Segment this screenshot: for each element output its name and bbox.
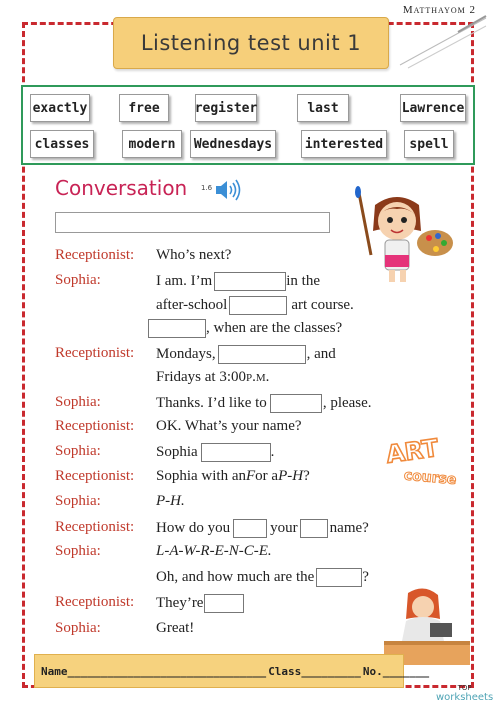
speaker-label: Sophia:	[55, 620, 101, 636]
answer-blank[interactable]	[316, 568, 362, 587]
speaker-label: Receptionist:	[55, 418, 135, 434]
name-field[interactable]: ______________________________	[67, 664, 267, 678]
dialogue-line: Thanks. I’d like to , please.	[156, 395, 372, 411]
word-card[interactable]: last	[297, 94, 349, 122]
speaker-label: Receptionist:	[55, 247, 135, 263]
word-card[interactable]: exactly	[30, 94, 90, 122]
conversation-heading: Conversation	[55, 176, 188, 200]
dialogue-line: I am. I’m in the	[156, 273, 320, 289]
dialogue-line: Great!	[156, 620, 195, 636]
answer-blank[interactable]	[270, 394, 322, 413]
grade-label: Matthayom 2	[402, 4, 476, 16]
answer-blank[interactable]	[214, 272, 286, 291]
dialogue-line: Sophia .	[156, 444, 275, 460]
answer-blank[interactable]	[229, 296, 287, 315]
speaker-label: Receptionist:	[55, 594, 135, 610]
word-card[interactable]: interested	[301, 130, 387, 158]
track-number: 1.6	[201, 184, 213, 192]
audio-icon[interactable]	[215, 179, 241, 201]
receptionist-illustration	[378, 585, 470, 665]
watermark: TOP worksheets	[436, 684, 494, 703]
dialogue-line: Mondays, , and	[156, 346, 336, 362]
dialogue-line: Who’s next?	[156, 247, 232, 263]
word-card[interactable]: spell	[404, 130, 454, 158]
answer-blank[interactable]	[204, 594, 244, 613]
dialogue-line: Fridays at 3:00 p.m.	[156, 369, 270, 385]
word-card[interactable]: Wednesdays	[190, 130, 276, 158]
dialogue-line: OK. What’s your name?	[156, 418, 302, 434]
dialogue-line: How do you your name?	[156, 520, 369, 536]
answer-blank[interactable]	[218, 345, 306, 364]
dialogue-line: Oh, and how much are the ?	[156, 569, 369, 585]
dialogue-line: They’re	[156, 594, 244, 613]
speaker-label: Receptionist:	[55, 519, 135, 535]
dialogue-line: , when are the classes?	[148, 319, 342, 338]
speaker-label: Sophia:	[55, 272, 101, 288]
course-word: course	[403, 467, 458, 489]
dialogue-line: after-school art course.	[156, 297, 354, 313]
word-card[interactable]: classes	[30, 130, 94, 158]
name-label: Name	[41, 664, 68, 678]
word-card[interactable]: register	[195, 94, 257, 122]
page-title: Listening test unit 1	[113, 17, 389, 69]
word-card[interactable]: Lawrence	[400, 94, 466, 122]
student-info-bar	[34, 654, 430, 688]
class-label: Class	[268, 664, 302, 678]
dialogue-line: Sophia with an F or a P-H ?	[156, 468, 310, 484]
word-card[interactable]: modern	[122, 130, 182, 158]
art-course-decoration	[382, 430, 472, 490]
class-field[interactable]: _________	[301, 664, 361, 678]
speaker-label: Receptionist:	[55, 468, 135, 484]
word-bank	[21, 85, 475, 165]
number-label: No.	[362, 664, 383, 678]
answer-blank[interactable]	[148, 319, 206, 338]
pencil-lines-decoration	[398, 10, 488, 70]
painter-girl-illustration	[345, 185, 455, 285]
speaker-label: Sophia:	[55, 443, 101, 459]
art-word: ART	[384, 433, 441, 469]
conversation-title-input[interactable]	[55, 212, 330, 233]
answer-blank[interactable]	[201, 443, 271, 462]
dialogue-line: P-H.	[156, 493, 185, 509]
dialogue-line: L-A-W-R-E-N-C-E.	[156, 543, 272, 559]
speaker-label: Receptionist:	[55, 345, 135, 361]
answer-blank[interactable]	[233, 519, 267, 538]
speaker-label: Sophia:	[55, 493, 101, 509]
speaker-label: Sophia:	[55, 543, 101, 559]
speaker-label: Sophia:	[55, 394, 101, 410]
answer-blank[interactable]	[300, 519, 328, 538]
word-card[interactable]: free	[119, 94, 169, 122]
number-field[interactable]: _______	[382, 664, 430, 678]
